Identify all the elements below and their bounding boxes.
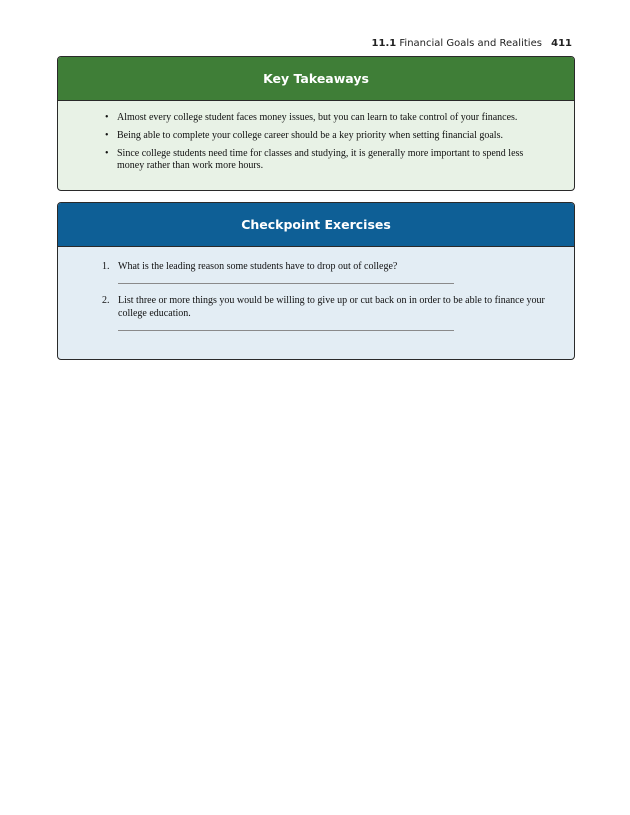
bullet-icon: • xyxy=(105,148,109,159)
key-takeaways-list xyxy=(58,101,574,172)
checkpoint-exercises-title: Checkpoint Exercises xyxy=(58,203,574,247)
list-item xyxy=(105,148,534,172)
takeaway-text: Since college students need time for classes and studying, it is generally more important to spend less money rather than work more hours. xyxy=(117,148,524,171)
list-item xyxy=(86,294,556,331)
running-head xyxy=(372,38,572,49)
answer-line[interactable] xyxy=(118,330,454,331)
list-item xyxy=(86,260,556,284)
takeaway-text: Being able to complete your college career should be a key priority when setting financial goals. xyxy=(117,130,503,141)
key-takeaways-title: Key Takeaways xyxy=(58,57,574,101)
key-takeaways-box xyxy=(57,56,575,191)
exercise-question: What is the leading reason some students have to drop out of college? xyxy=(118,261,398,272)
checkpoint-exercises-box xyxy=(57,202,575,360)
answer-line[interactable] xyxy=(118,283,454,284)
section-number: 11.1 xyxy=(371,38,397,49)
exercise-number: 2. xyxy=(102,295,110,306)
takeaway-text: Almost every college student faces money issues, but you can learn to take control of your finances. xyxy=(117,112,518,123)
list-item xyxy=(105,112,534,124)
section-title: Financial Goals and Realities xyxy=(399,38,542,49)
bullet-icon: • xyxy=(105,112,109,123)
bullet-icon: • xyxy=(105,130,109,141)
exercise-question: List three or more things you would be willing to give up or cut back on in order to be able to finance your college education. xyxy=(118,295,545,319)
page-number: 411 xyxy=(551,38,572,49)
exercise-number: 1. xyxy=(102,261,110,272)
exercise-list xyxy=(58,247,574,331)
list-item xyxy=(105,130,534,142)
